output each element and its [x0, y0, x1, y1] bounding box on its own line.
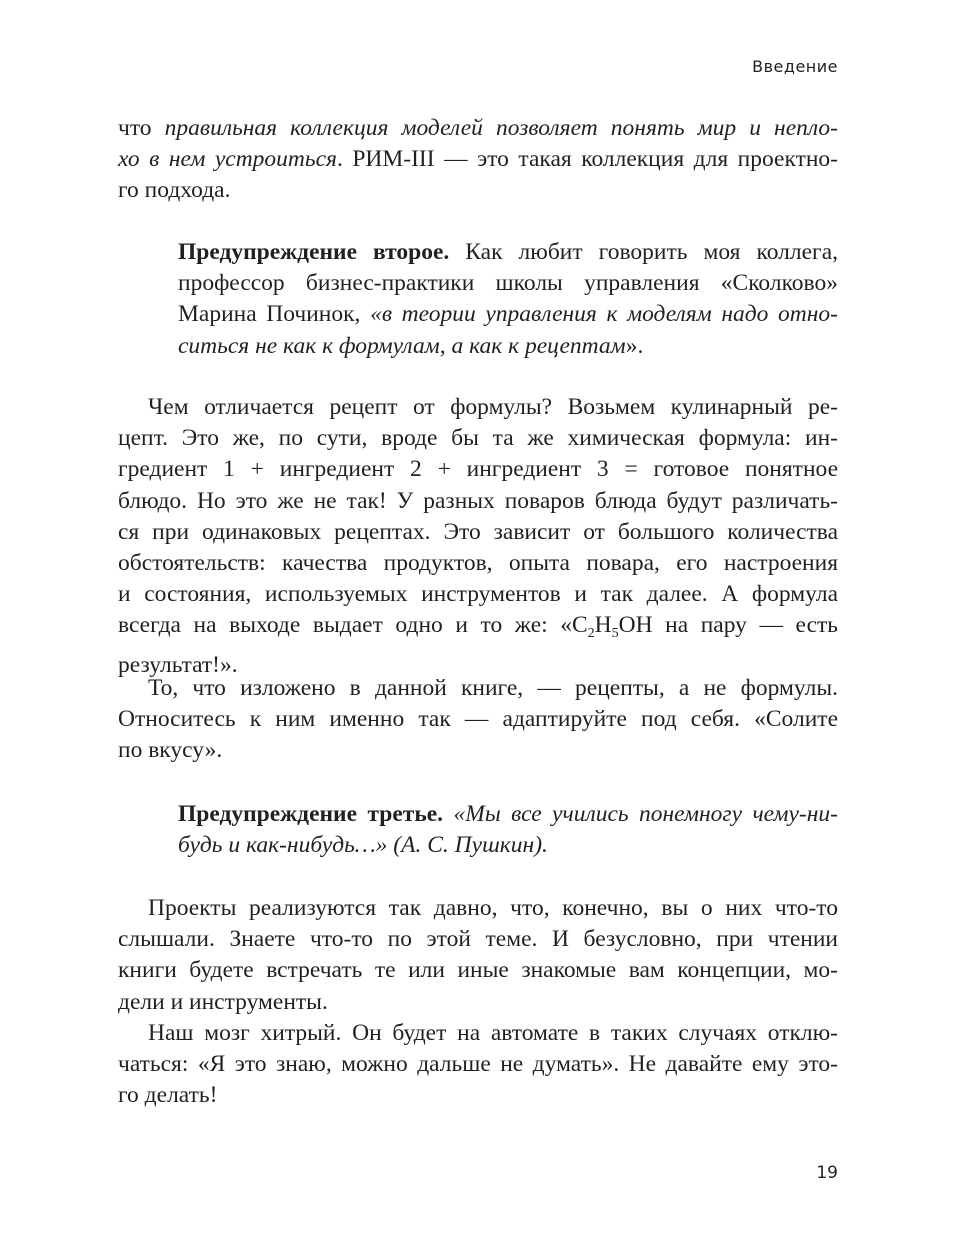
text-line — [178, 799, 838, 830]
text-line — [118, 423, 838, 454]
italic-text: хо в нем устроиться — [118, 146, 337, 173]
text: слышали. Знаете что-то по этой теме. И безусловно, при чтении — [118, 926, 838, 953]
running-header: Введение — [752, 57, 838, 76]
text-line — [118, 924, 838, 955]
italic-text: будь и как-нибудь…» (А. С. Пушкин). — [178, 832, 548, 859]
text-line — [118, 144, 838, 175]
text-line — [118, 486, 838, 517]
paragraph — [118, 673, 838, 767]
italic-text: ситься не как к формулам, а как к рецептам — [178, 332, 626, 359]
text: и состояния, используемых инструментов и так далее. А формула — [118, 581, 838, 608]
text-line — [118, 704, 838, 735]
text-line — [118, 579, 838, 610]
text-line — [118, 548, 838, 579]
text: Чем отличается рецепт от формулы? Возьмем кулинарный ре- — [148, 394, 838, 420]
text: H — [594, 612, 612, 639]
text: То, что изложено в данной книге, — рецепты, а не формулы. — [148, 675, 838, 701]
paragraph — [118, 392, 838, 681]
text-line — [118, 517, 838, 548]
text-line — [178, 830, 838, 861]
text-line — [178, 268, 838, 299]
text-line — [118, 987, 838, 1018]
text: результат!». — [118, 651, 238, 678]
text-line — [178, 299, 838, 330]
page-number: 19 — [816, 1163, 838, 1183]
paragraph — [118, 893, 838, 1018]
text: го делать! — [118, 1082, 218, 1109]
text: профессор бизнес-практики школы управления «Сколково» — [178, 270, 838, 297]
paragraph — [118, 1018, 838, 1112]
text-line — [118, 454, 838, 485]
italic-text: правильная коллекция моделей позволяет понять мир и непло- — [164, 115, 838, 141]
text-line — [118, 1049, 838, 1080]
text: Марина Починок, — [178, 301, 371, 328]
text-line — [118, 610, 838, 649]
text-line — [178, 237, 838, 268]
bold-text: Предупреждение второе. — [178, 239, 450, 265]
text: дели и инструменты. — [118, 988, 328, 1015]
text-line — [178, 331, 838, 362]
text-line — [118, 1080, 838, 1111]
text-line — [118, 955, 838, 986]
text: ». — [625, 332, 644, 359]
italic-text: «в теории управления к моделям надо отно- — [370, 301, 838, 328]
text-line — [118, 673, 838, 704]
text: чаться: «Я это знаю, можно дальше не думать». Не давайте ему это- — [118, 1051, 838, 1078]
text-line — [118, 735, 838, 766]
text-line — [118, 175, 838, 206]
text: обстоятельств: качества продуктов, опыта повара, его настроения — [118, 550, 838, 577]
text: Наш мозг хитрый. Он будет на автомате в таких случаях отклю- — [148, 1020, 838, 1046]
subscript: 5 — [611, 626, 619, 642]
paragraph — [118, 113, 838, 207]
italic-text: «Мы все учились понемногу чему-ни- — [443, 801, 838, 827]
text: ся при одинаковых рецептах. Это зависит от большого количества — [118, 518, 838, 545]
text-line — [118, 113, 838, 144]
bold-text: Предупреждение третье. — [178, 801, 444, 827]
text: цепт. Это же, по сути, вроде бы та же химическая формула: ин- — [118, 425, 838, 452]
text: по вкусу». — [118, 737, 223, 764]
text-line — [118, 893, 838, 924]
warning-block — [178, 237, 838, 362]
subscript: 2 — [587, 626, 595, 642]
warning-block — [178, 799, 838, 861]
text: го подхода. — [118, 177, 231, 204]
text: книги будете встречать те или иные знакомые вам концепции, мо- — [118, 957, 838, 984]
text: Относитесь к ним именно так — адаптируйте под себя. «Солите — [118, 706, 838, 733]
text-line — [118, 392, 838, 423]
text-line — [118, 1018, 838, 1049]
text: OH на пару — есть — [618, 612, 838, 639]
text: . РИМ-III — это такая коллекция для проектно- — [336, 146, 838, 173]
text: блюдо. Но это же не так! У разных поваров блюда будут различать- — [118, 487, 838, 514]
text: гредиент 1 + ингредиент 2 + ингредиент 3 = готовое понятное — [118, 456, 838, 483]
text: Проекты реализуются так давно, что, конечно, вы о них что-то — [148, 895, 838, 921]
text: что — [118, 115, 165, 141]
text: Как любит говорить моя коллега, — [449, 239, 838, 265]
text: всегда на выходе выдает одно и то же: «C — [118, 612, 588, 639]
